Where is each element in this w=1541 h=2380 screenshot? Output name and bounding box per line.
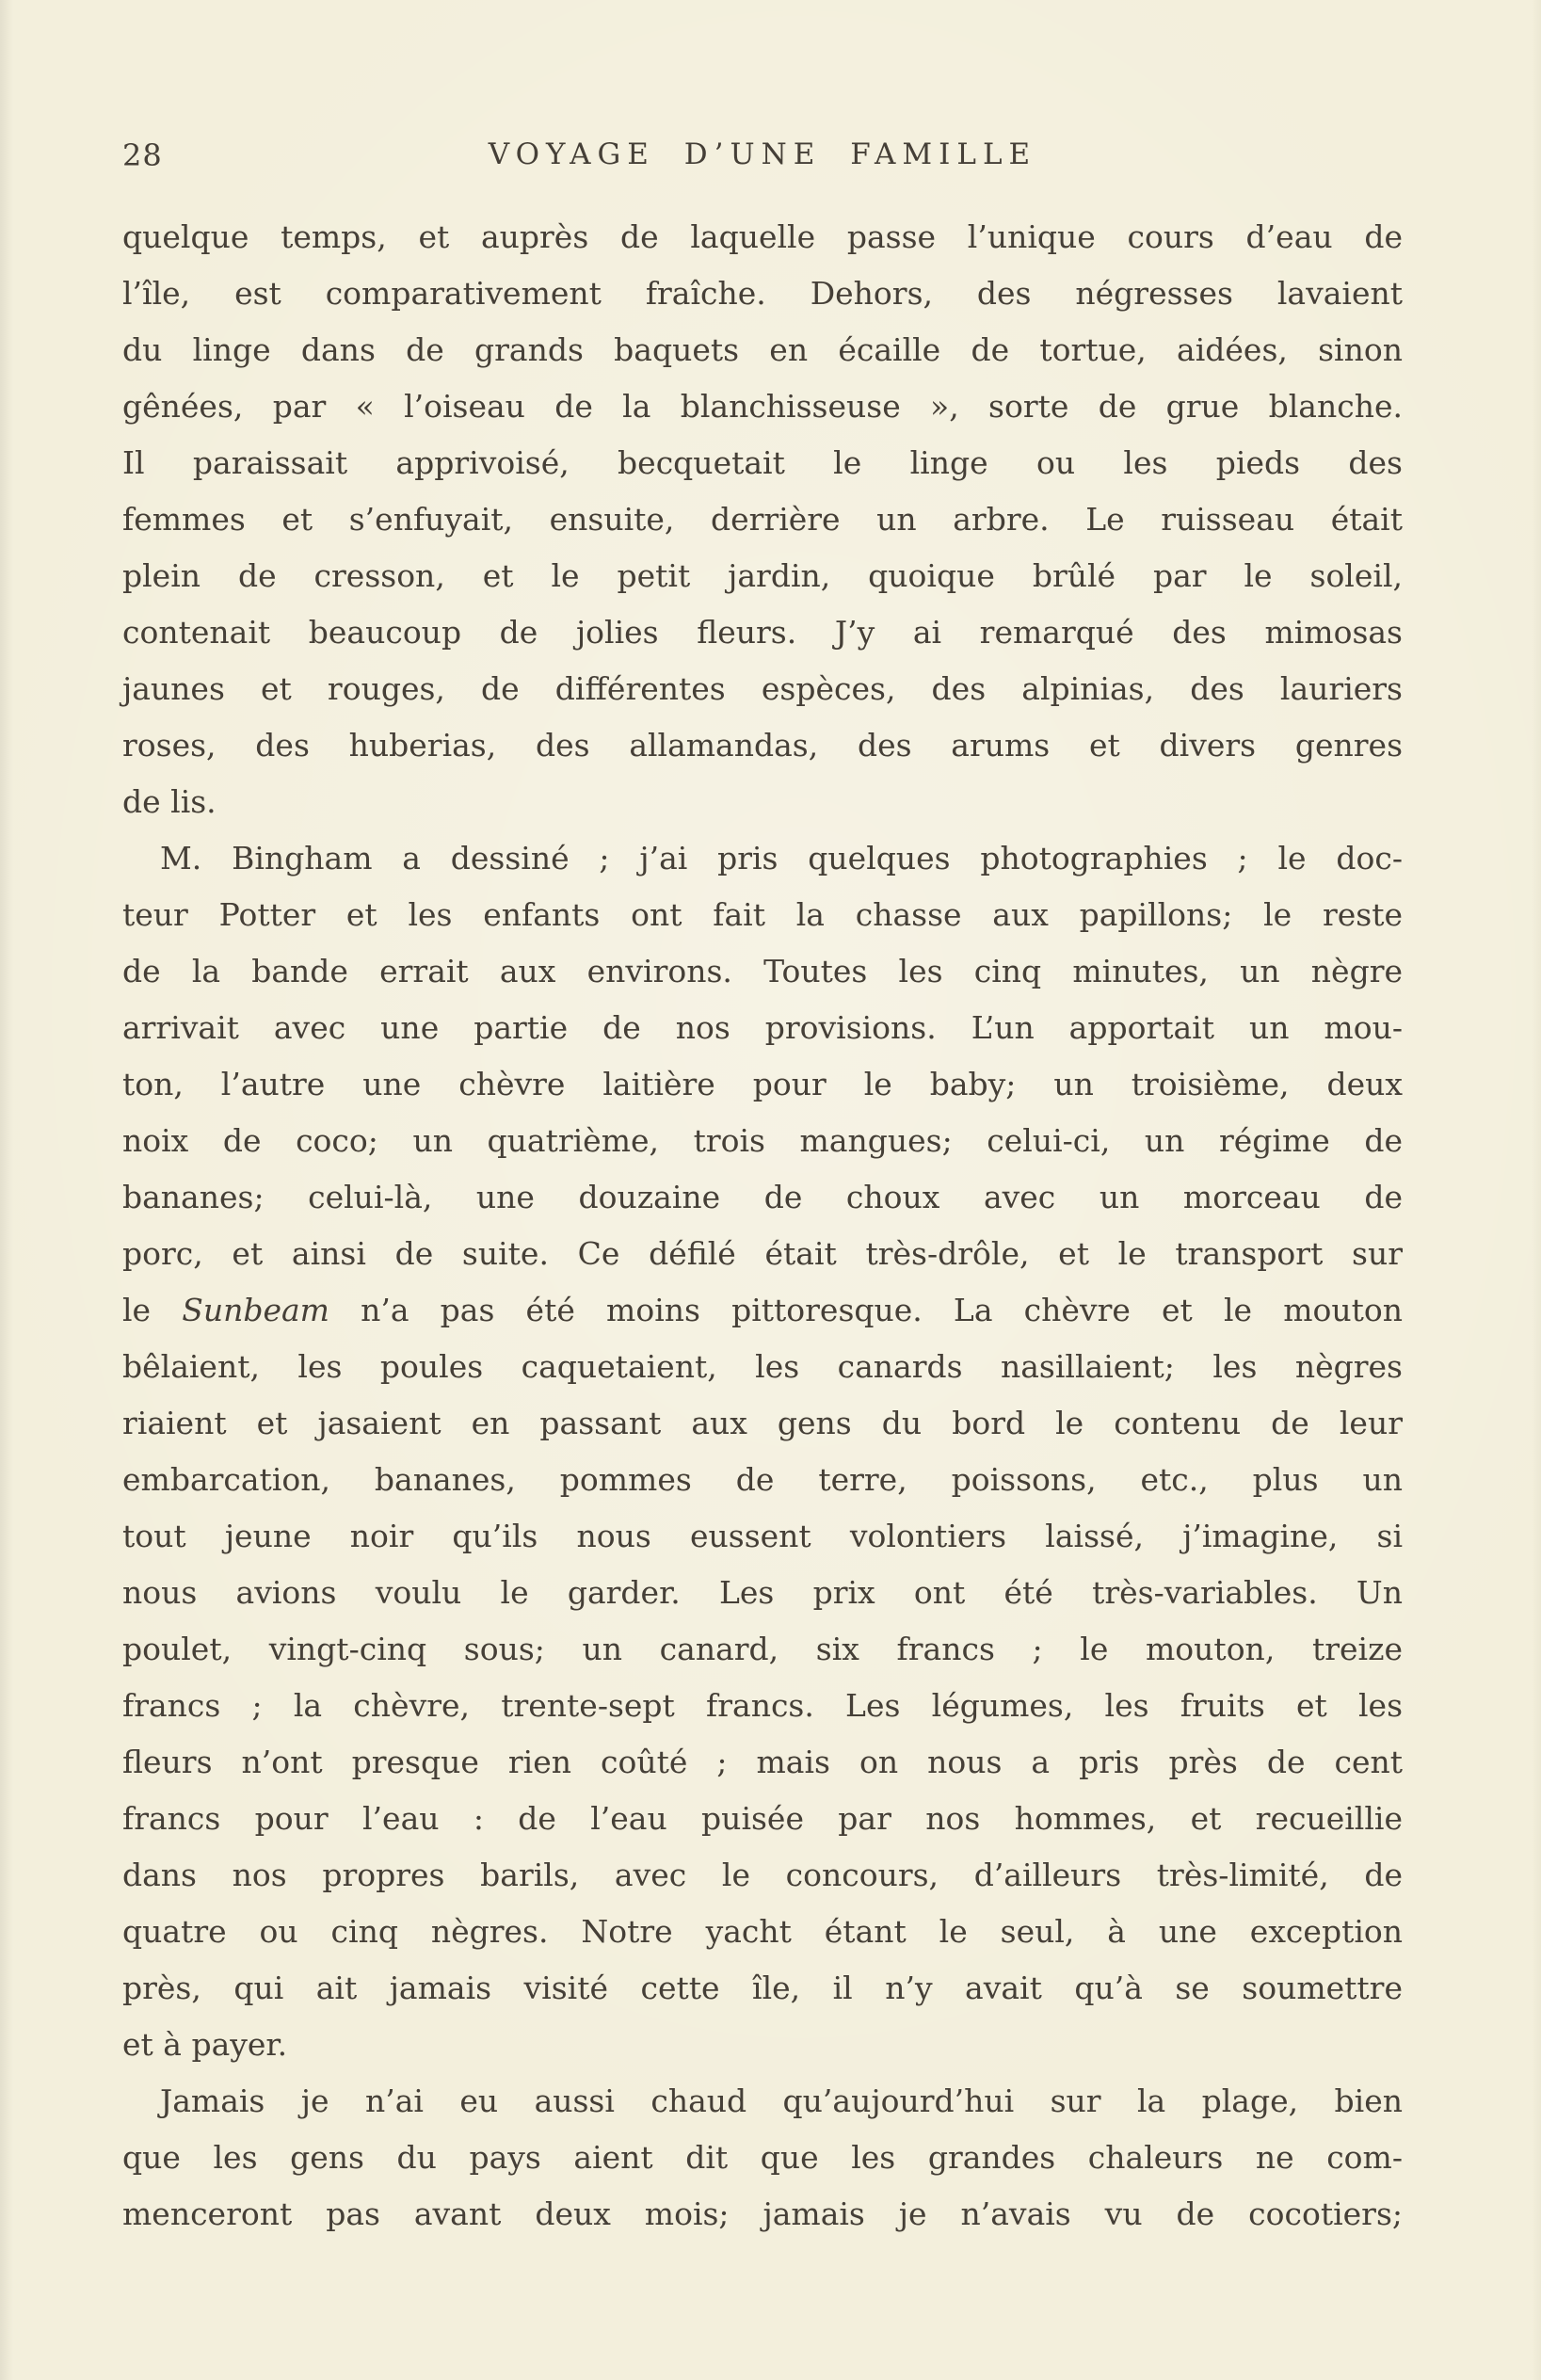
text-line: ton, l’autre une chèvre laitière pour le baby; un troisième, deux [122,1066,1403,1102]
text-line: francs ; la chèvre, trente-sept francs. Les légumes, les fruits et les [122,1687,1403,1724]
page-header-title: VOYAGE D’UNE FAMILLE [488,137,1037,171]
text-line: embarcation, bananes, pommes de terre, poissons, etc., plus un [122,1461,1403,1498]
text-line: quelque temps, et auprès de laquelle passe l’unique cours d’eau de [122,218,1403,255]
running-head [122,134,1403,175]
text-line: francs pour l’eau : de l’eau puisée par nos hommes, et recueillie [122,1800,1403,1837]
text-line: l’île, est comparativement fraîche. Dehors, des négresses lavaient [122,275,1403,312]
text-line: Il paraissait apprivoisé, becquetait le linge ou les pieds des [122,444,1403,481]
text-line: de la bande errait aux environs. Toutes les cinq minutes, un nègre [122,953,1403,989]
text-line: femmes et s’enfuyait, ensuite, derrière un arbre. Le ruisseau était [122,501,1403,538]
page-number: 28 [122,137,163,173]
text-line: près, qui ait jamais visité cette île, il n’y avait qu’à se soumettre [122,1970,1403,2006]
text-line: roses, des huberias, des allamandas, des arums et divers genres [122,727,1403,764]
text-line: dans nos propres barils, avec le concours, d’ailleurs très-limité, de [122,1857,1403,1893]
text-line: gênées, par « l’oiseau de la blanchisseuse », sorte de grue blanche. [122,388,1403,425]
text-line: de lis. [122,783,217,820]
text-line: porc, et ainsi de suite. Ce défilé était très-drôle, et le transport sur [122,1235,1403,1272]
text-line: noix de coco; un quatrième, trois mangues; celui-ci, un régime de [122,1122,1403,1159]
text-line: contenait beaucoup de jolies fleurs. J’y ai remarqué des mimosas [122,614,1403,651]
text-line: bêlaient, les poules caquetaient, les canards nasillaient; les nègres [122,1348,1403,1385]
text-line: riaient et jasaient en passant aux gens du bord le contenu de leur [122,1405,1403,1441]
text-line: Jamais je n’ai eu aussi chaud qu’aujourd’hui sur la plage, bien [160,2082,1403,2119]
paragraph [122,830,1403,2073]
text-line: tout jeune noir qu’ils nous eussent volontiers laissé, j’imagine, si [122,1518,1403,1554]
text-line: poulet, vingt-cinq sous; un canard, six francs ; le mouton, treize [122,1631,1403,1667]
text-line: le Sunbeam n’a pas été moins pittoresque. La chèvre et le mouton [122,1292,1403,1328]
paragraph [122,2073,1403,2243]
text-line: nous avions voulu le garder. Les prix ont été très-variables. Un [122,1574,1403,1611]
text-line: et à payer. [122,2026,288,2063]
text-line: plein de cresson, et le petit jardin, quoique brûlé par le soleil, [122,557,1403,594]
text-line: menceront pas avant deux mois; jamais je n’avais vu de cocotiers; [122,2195,1403,2232]
text-line: que les gens du pays aient dit que les grandes chaleurs ne com- [122,2139,1403,2176]
body-text [122,209,1403,2243]
text-line: fleurs n’ont presque rien coûté ; mais on nous a pris près de cent [122,1744,1403,1780]
paragraph [122,209,1403,830]
text-line: quatre ou cinq nègres. Notre yacht étant le seul, à une exception [122,1913,1403,1950]
text-line: teur Potter et les enfants ont fait la chasse aux papillons; le reste [122,896,1403,933]
text-line: bananes; celui-là, une douzaine de choux avec un morceau de [122,1179,1403,1215]
text-line: jaunes et rouges, de différentes espèces, des alpinias, des lauriers [122,670,1403,707]
text-line: arrivait avec une partie de nos provisions. L’un apportait un mou- [122,1009,1403,1046]
text-line: du linge dans de grands baquets en écaille de tortue, aidées, sinon [122,331,1403,368]
text-line: M. Bingham a dessiné ; j’ai pris quelques photographies ; le doc- [160,840,1403,876]
